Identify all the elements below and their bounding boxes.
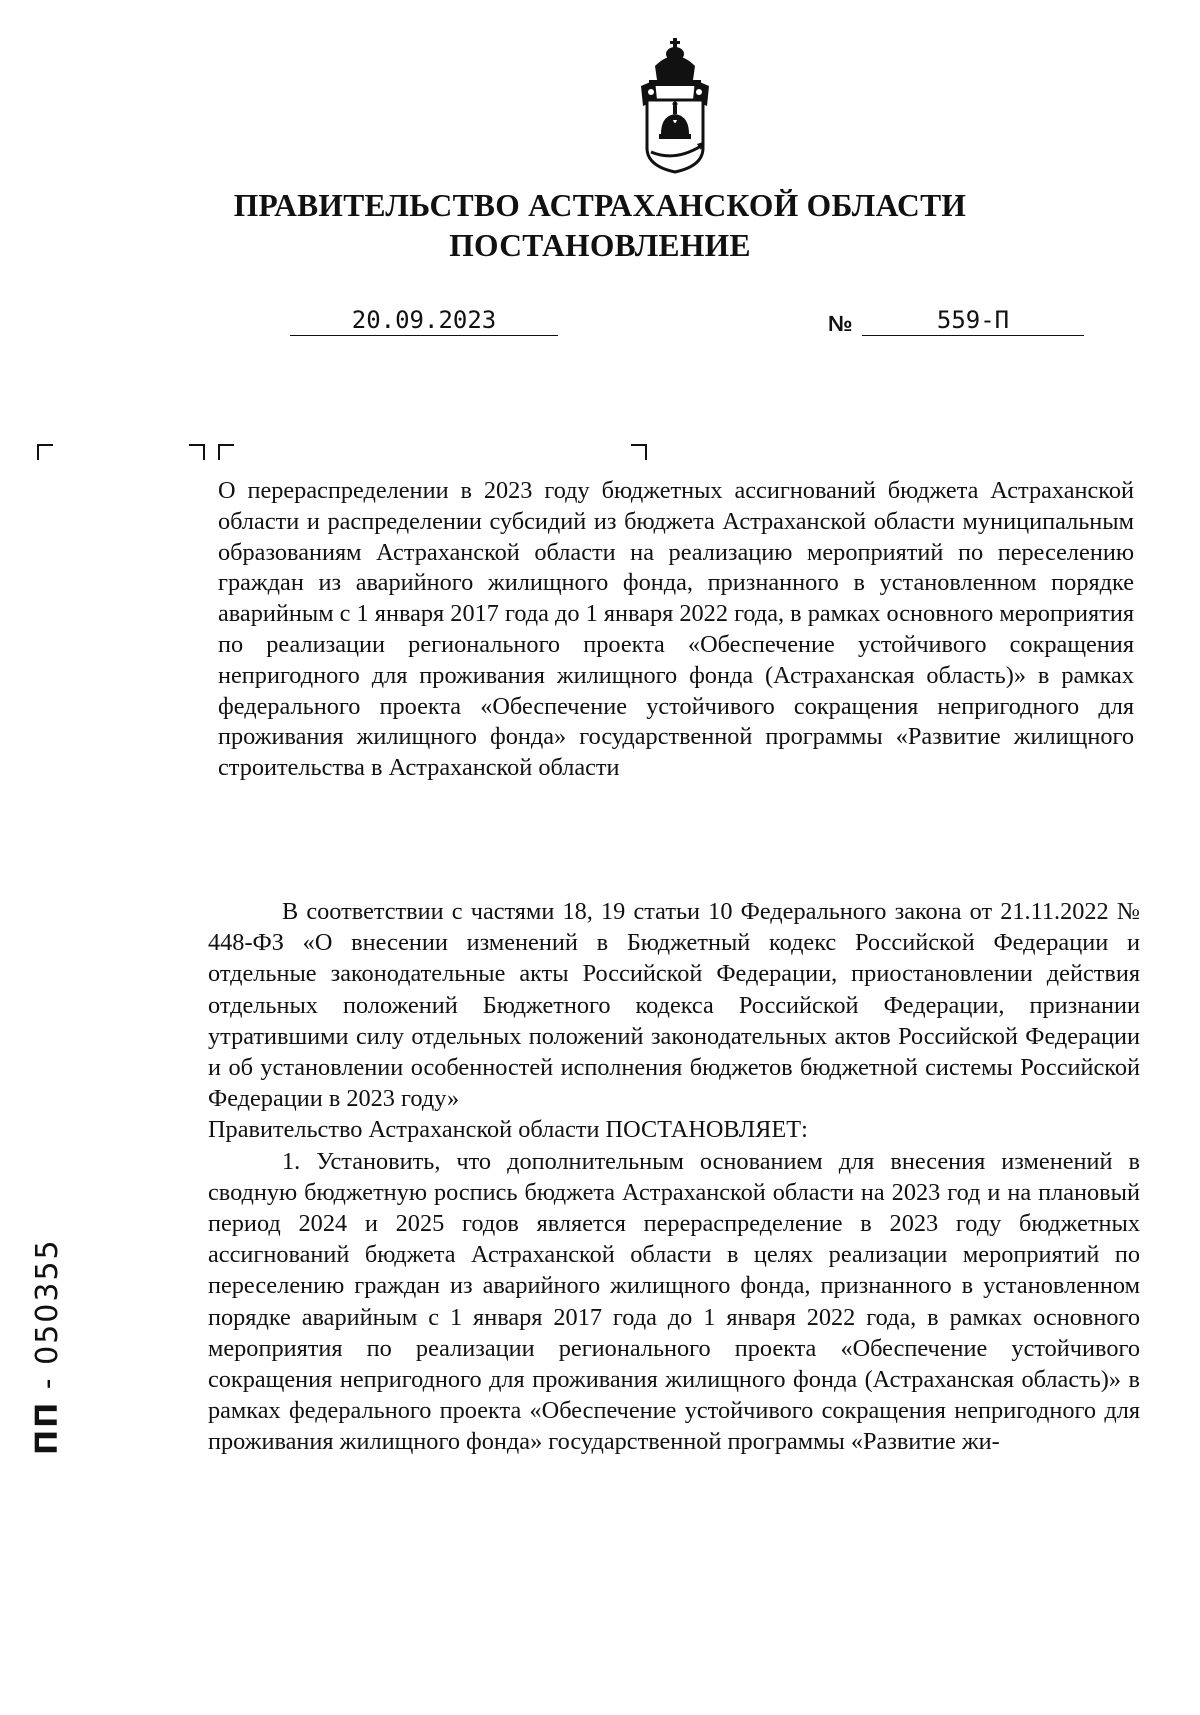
document-date-field: 20.09.2023 <box>290 305 558 336</box>
corner-mark-mid-right <box>189 444 205 460</box>
document-number-field: 559-П <box>862 305 1084 336</box>
number-sign: № <box>828 311 853 336</box>
corner-mark-mid-left <box>218 444 234 460</box>
corner-mark-left <box>37 444 53 460</box>
document-subject: О перераспределении в 2023 году бюджетных ассигнований бюджета Астраханской области и распределении субсидий из бюджета Астраханской области муниципальным образованиям Астраханской области на реализацию мероприятий по переселению граждан из аварийного жилищного фонда, признанного в установленном порядке аварийным с 1 января 2017 года до 1 января 2022 года, в рамках основного мероприятия по реализации регионального проекта «Обеспечение устойчивого сокращения непригодного для проживания жилищного фонда (Астраханская область)» в рамках федерального проекта «Обеспечение устойчивого сокращения непригодного для проживания жилищного фонда» государственной программы «Развитие жилищного строительства в Астраханской области <box>218 477 1134 782</box>
preamble-paragraph: В соответствии с частями 18, 19 статьи 10 Федерального закона от 21.11.2022 № 448-ФЗ «О внесении изменений в Бюджетный кодекс Российской Федерации и отдельные законодательные акты Российской Федерации, приостановлении действия отдельных положений Бюджетного кодекса Российской Федерации, признании утратившими силу отдельных положений законодательных актов Российской Федерации и об установлении особенностей исполнения бюджетов бюджетной системы Российской Федерации в 2023 году» <box>208 898 1140 1113</box>
item-1-paragraph: 1. Установить, что дополнительным основанием для внесения изменений в сводную бюджетную роспись бюджета Астраханской области на 2023 год и на плановый период 2024 и 2025 годов является перераспределение в 2023 году бюджетных ассигнований бюджета Астраханской области в целях реализации мероприятий по переселению граждан из аварийного жилищного фонда, признанного в установленном порядке аварийным с 1 января 2017 года до 1 января 2022 года, в рамках основного мероприятия по реализации регионального проекта «Обеспечение устойчивого сокращения непригодного для проживания жилищного фонда (Астраханская область)» в рамках федерального проекта «Обеспечение устойчивого сокращения непригодного для проживания жилищного фонда» государственной программы «Развитие жи- <box>208 1147 1140 1456</box>
coat-of-arms-emblem-icon <box>637 36 713 176</box>
resolve-line: Правительство Астраханской области ПОСТАНОВЛЯЕТ: <box>208 1116 808 1144</box>
corner-mark-right <box>631 444 647 460</box>
document-kind-title: ПОСТАНОВЛЕНИЕ <box>449 228 751 263</box>
government-title: ПРАВИТЕЛЬСТВО АСТРАХАНСКОЙ ОБЛАСТИ <box>233 188 967 223</box>
margin-code-number: 050355 <box>30 1238 65 1365</box>
margin-serial-code <box>30 1155 80 1455</box>
document-body <box>208 896 1140 1458</box>
margin-code-prefix: ПП <box>30 1400 65 1455</box>
margin-code-separator: - <box>30 1364 65 1401</box>
